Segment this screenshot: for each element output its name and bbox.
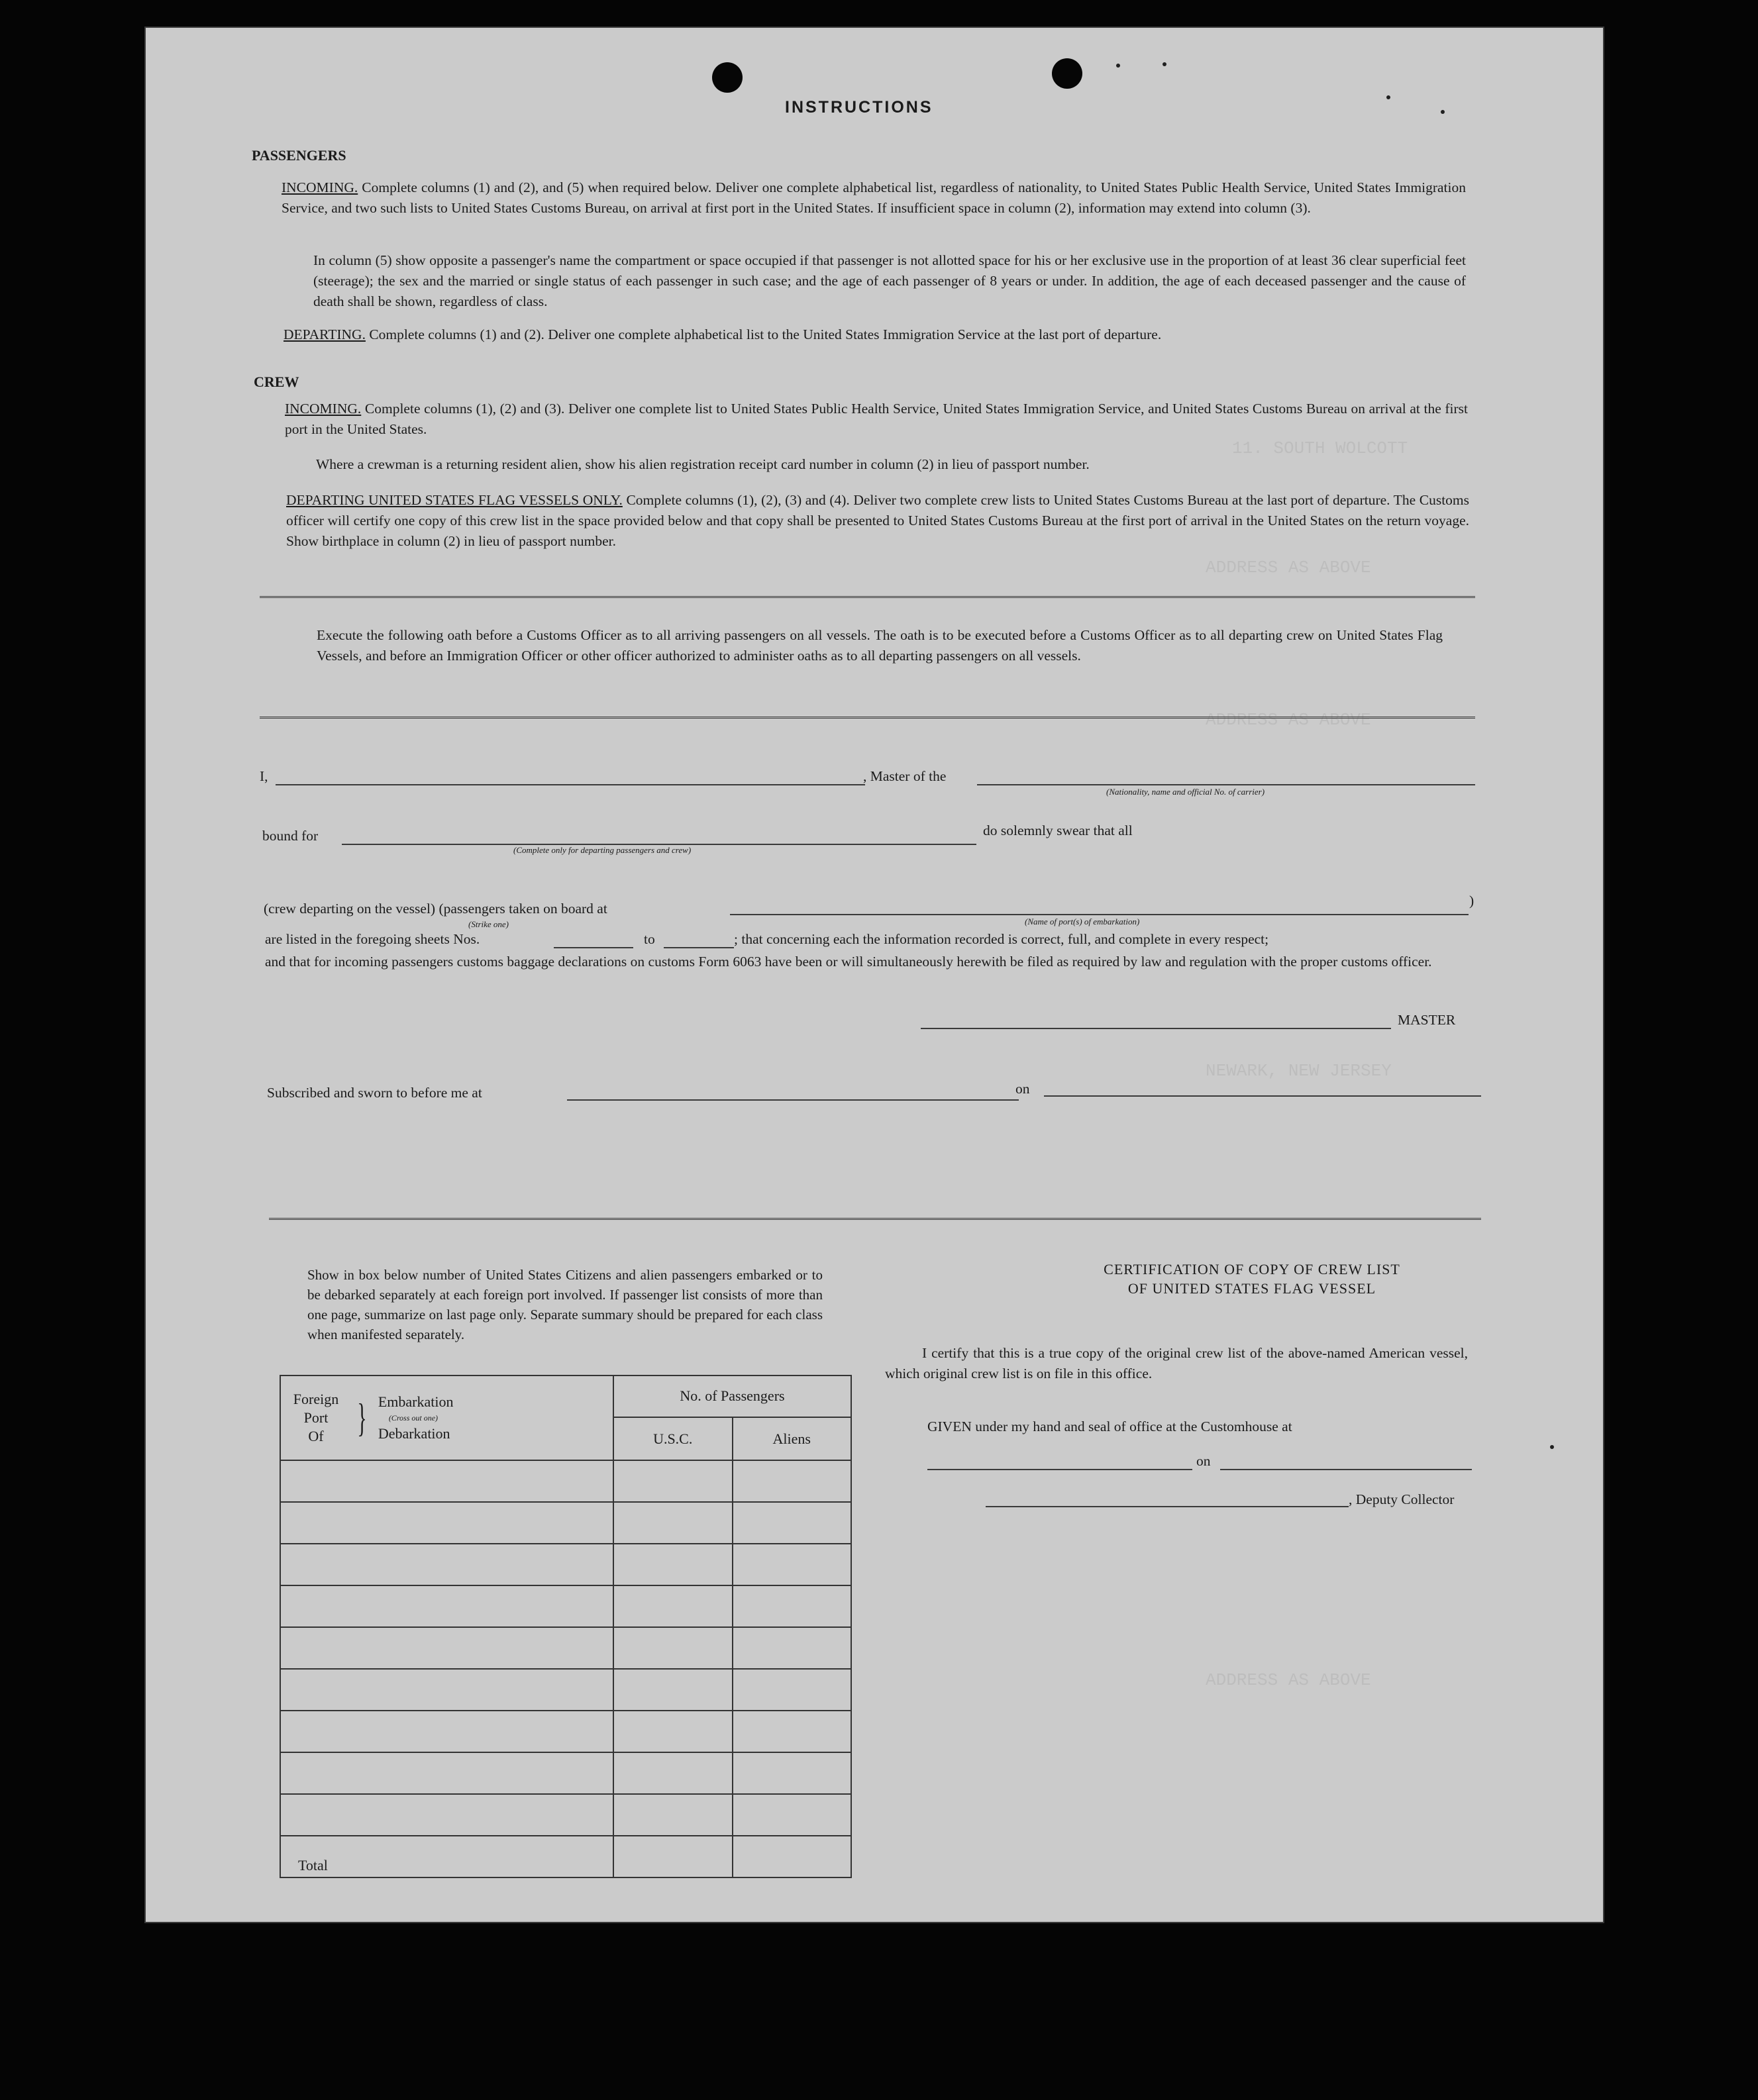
section-divider (269, 1218, 1481, 1220)
passengers-heading: PASSENGERS (252, 147, 346, 164)
subscribed-label: Subscribed and sworn to before me at (267, 1085, 482, 1101)
aliens-header: Aliens (733, 1417, 851, 1460)
bleed-through: 11. SOUTH WOLCOTT (1232, 438, 1408, 458)
section-divider (260, 596, 1475, 598)
deputy-collector-label: , Deputy Collector (1349, 1491, 1455, 1507)
master-name-field[interactable] (276, 784, 865, 785)
bleed-through: NEWARK, NEW JERSEY (1206, 1061, 1392, 1081)
speck (1163, 62, 1166, 66)
usc-cell[interactable] (613, 1502, 733, 1544)
listed-to-label: to (644, 931, 655, 947)
strike-one-caption: (Strike one) (468, 919, 509, 929)
vessel-field[interactable] (977, 784, 1475, 785)
port-caption: (Name of port(s) of embarkation) (1025, 917, 1140, 926)
crew-departing-paragraph (286, 490, 1469, 552)
customhouse-field[interactable] (927, 1469, 1192, 1470)
column5-paragraph: In column (5) show opposite a passenger's name the compartment or space occupied if that passenger is not allotted space for his or her exclusive use in the proportion of at least 36 clear superficial feet (steerage); the sex and the married or single status of each passenger in such case; and the age of each passenger of 8 years or under. In addition, the age of each deceased passenger and the cause of death shall be shown, regardless of class. (313, 252, 1466, 309)
port-cell[interactable] (280, 1627, 613, 1669)
port-label-foreign: Foreign (293, 1391, 339, 1408)
master-of-label: , Master of the (863, 768, 947, 784)
oath-instruction: Execute the following oath before a Customs Officer as to all arriving passengers on all vessels. The oath is to be executed before a Customs Officer as to all departing crew on United States Flag Vessels, and before an Immigration Officer or other officer authorized to administer oaths as to all departing passengers on all vessels. (317, 627, 1443, 664)
declaration-statement: and that for incoming passengers customs baggage declarations on customs Form 6063 have been or will simultaneously herewith be filed as required by law and regulation with the proper customs officer. (265, 954, 1432, 970)
passengers-departing-label: DEPARTING. (284, 326, 366, 342)
speck (1550, 1445, 1554, 1449)
speck (1441, 110, 1445, 114)
speck (1386, 95, 1390, 99)
passengers-incoming-label: INCOMING. (282, 179, 358, 195)
sworn-date-field[interactable] (1044, 1095, 1481, 1097)
given-label: GIVEN under my hand and seal of office at the Customhouse at (927, 1419, 1292, 1434)
master-label: MASTER (1398, 1012, 1456, 1028)
punch-hole-left (712, 62, 743, 93)
usc-cell[interactable] (613, 1585, 733, 1627)
certification-title (1007, 1260, 1497, 1298)
cross-out-caption: (Cross out one) (388, 1413, 439, 1423)
usc-cell[interactable] (613, 1794, 733, 1836)
port-cell[interactable] (280, 1752, 613, 1794)
master-signature-field[interactable] (921, 1028, 1391, 1029)
passenger-summary-table (280, 1375, 852, 1878)
usc-cell[interactable] (613, 1544, 733, 1585)
aliens-cell[interactable] (733, 1794, 851, 1836)
certification-title-line1: CERTIFICATION OF COPY OF CREW LIST (1104, 1261, 1400, 1277)
passengers-incoming-text: Complete columns (1) and (2), and (5) when required below. Deliver one complete alphabetical list, regardless of nationality, to United States Public Health Service, United States Immigration Service, and two such lists to United States Customs Bureau, on arrival at first port in the United States. If insufficient space in column (2), information may extend into column (3). (282, 179, 1467, 216)
form-sheet (146, 28, 1603, 1922)
summary-instruction: Show in box below number of United States Citizens and alien passengers embarked or to be debarked separately at each foreign port involved. If passenger list consists of more than one page, summarize on last page only. Separate summary should be prepared for each class when manifested separately. (307, 1267, 823, 1342)
aliens-cell[interactable] (733, 1544, 851, 1585)
usc-cell[interactable] (613, 1627, 733, 1669)
sworn-place-field[interactable] (567, 1099, 1019, 1101)
debarkation-label[interactable]: Debarkation (378, 1425, 450, 1442)
listed-sheets-label: are listed in the foregoing sheets Nos. (265, 931, 480, 947)
aliens-cell[interactable] (733, 1502, 851, 1544)
usc-cell[interactable] (613, 1460, 733, 1502)
bleed-through: ADDRESS AS ABOVE (1206, 558, 1371, 577)
port-cell[interactable] (280, 1711, 613, 1752)
port-label-of: Of (308, 1428, 324, 1445)
brace: } (357, 1396, 367, 1440)
crew-departing-text: Complete columns (1), (2), (3) and (4). Deliver two complete crew lists to United States Customs Bureau at the last port of departure. The Customs officer will certify one copy of this crew list in the space provided below and that copy shall be presented to United States Customs Bureau at the first port of arrival in the United States on the return voyage. Show birthplace in column (2) in lieu of passport number. (286, 492, 1470, 549)
passengers-departing-paragraph (284, 325, 1467, 345)
aliens-cell[interactable] (733, 1711, 851, 1752)
aliens-cell[interactable] (733, 1669, 851, 1711)
sheet-to-field[interactable] (664, 947, 734, 948)
solemnly-label: do solemnly swear that all (983, 823, 1133, 838)
speck (1116, 64, 1120, 68)
crew-incoming-label: INCOMING. (285, 401, 362, 417)
listed-statement: ; that concerning each the information recorded is correct, full, and complete in every respect; (734, 931, 1269, 947)
passengers-incoming-paragraph (282, 177, 1466, 219)
certification-text: I certify that this is a true copy of the original crew list of the above-named American vessel, which original crew list is on file in this office. (885, 1345, 1468, 1381)
oath-i-label: I, (260, 768, 268, 784)
port-cell[interactable] (280, 1585, 613, 1627)
bleed-through: ADDRESS AS ABOVE (1206, 710, 1371, 730)
passengers-header: No. of Passengers (613, 1375, 851, 1417)
crew-incoming-text: Complete columns (1), (2) and (3). Deliver one complete list to United States Public Health Service, United States Immigration Service, and United States Customs Bureau on arrival at the first port in the United States. (285, 401, 1469, 437)
usc-cell[interactable] (613, 1669, 733, 1711)
aliens-cell[interactable] (733, 1627, 851, 1669)
crew-resident-paragraph: Where a crewman is a returning resident alien, show his alien registration receipt card number in column (2) in lieu of passport number. (316, 456, 1090, 472)
port-cell[interactable] (280, 1460, 613, 1502)
section-divider (260, 717, 1475, 719)
port-label-port: Port (303, 1409, 329, 1426)
port-cell[interactable] (280, 1502, 613, 1544)
certification-title-line2: OF UNITED STATES FLAG VESSEL (1127, 1280, 1376, 1297)
crew-incoming-paragraph (285, 399, 1468, 440)
total-label: Total (280, 1836, 613, 1877)
total-usc-cell[interactable] (613, 1836, 733, 1877)
port-cell[interactable] (280, 1794, 613, 1836)
usc-cell[interactable] (613, 1752, 733, 1794)
aliens-cell[interactable] (733, 1460, 851, 1502)
close-paren: ) (1469, 893, 1474, 909)
port-cell[interactable] (280, 1669, 613, 1711)
vessel-caption: (Nationality, name and official No. of carrier) (1106, 787, 1265, 797)
port-header-cell (280, 1375, 613, 1460)
embarkation-label[interactable]: Embarkation (378, 1393, 454, 1411)
bleed-through: ADDRESS AS ABOVE (1206, 1670, 1371, 1690)
usc-cell[interactable] (613, 1711, 733, 1752)
crew-departing-label: (crew departing on the vessel) (passengers taken on board at (264, 901, 607, 917)
bound-for-caption: (Complete only for departing passengers and crew) (513, 845, 692, 855)
crew-heading: CREW (254, 374, 299, 390)
usc-header: U.S.C. (613, 1417, 733, 1460)
sheet-from-field[interactable] (554, 947, 633, 948)
page-title: INSTRUCTIONS (785, 98, 933, 117)
passengers-departing-text: Complete columns (1) and (2). Deliver one complete alphabetical list to the United States Immigration Service at the last port of departure. (369, 326, 1162, 342)
certification-date-field[interactable] (1220, 1469, 1472, 1470)
aliens-cell[interactable] (733, 1585, 851, 1627)
deputy-signature-field[interactable] (986, 1506, 1349, 1507)
total-aliens-cell[interactable] (733, 1836, 851, 1877)
sworn-on-label: on (1015, 1081, 1030, 1097)
bound-for-label: bound for (262, 828, 319, 844)
aliens-cell[interactable] (733, 1752, 851, 1794)
punch-hole-right (1052, 58, 1082, 89)
certification-on-label: on (1196, 1453, 1211, 1469)
embarkation-port-field[interactable] (730, 914, 1469, 915)
crew-departing-label: DEPARTING UNITED STATES FLAG VESSELS ONLY. (286, 492, 623, 508)
port-cell[interactable] (280, 1544, 613, 1585)
